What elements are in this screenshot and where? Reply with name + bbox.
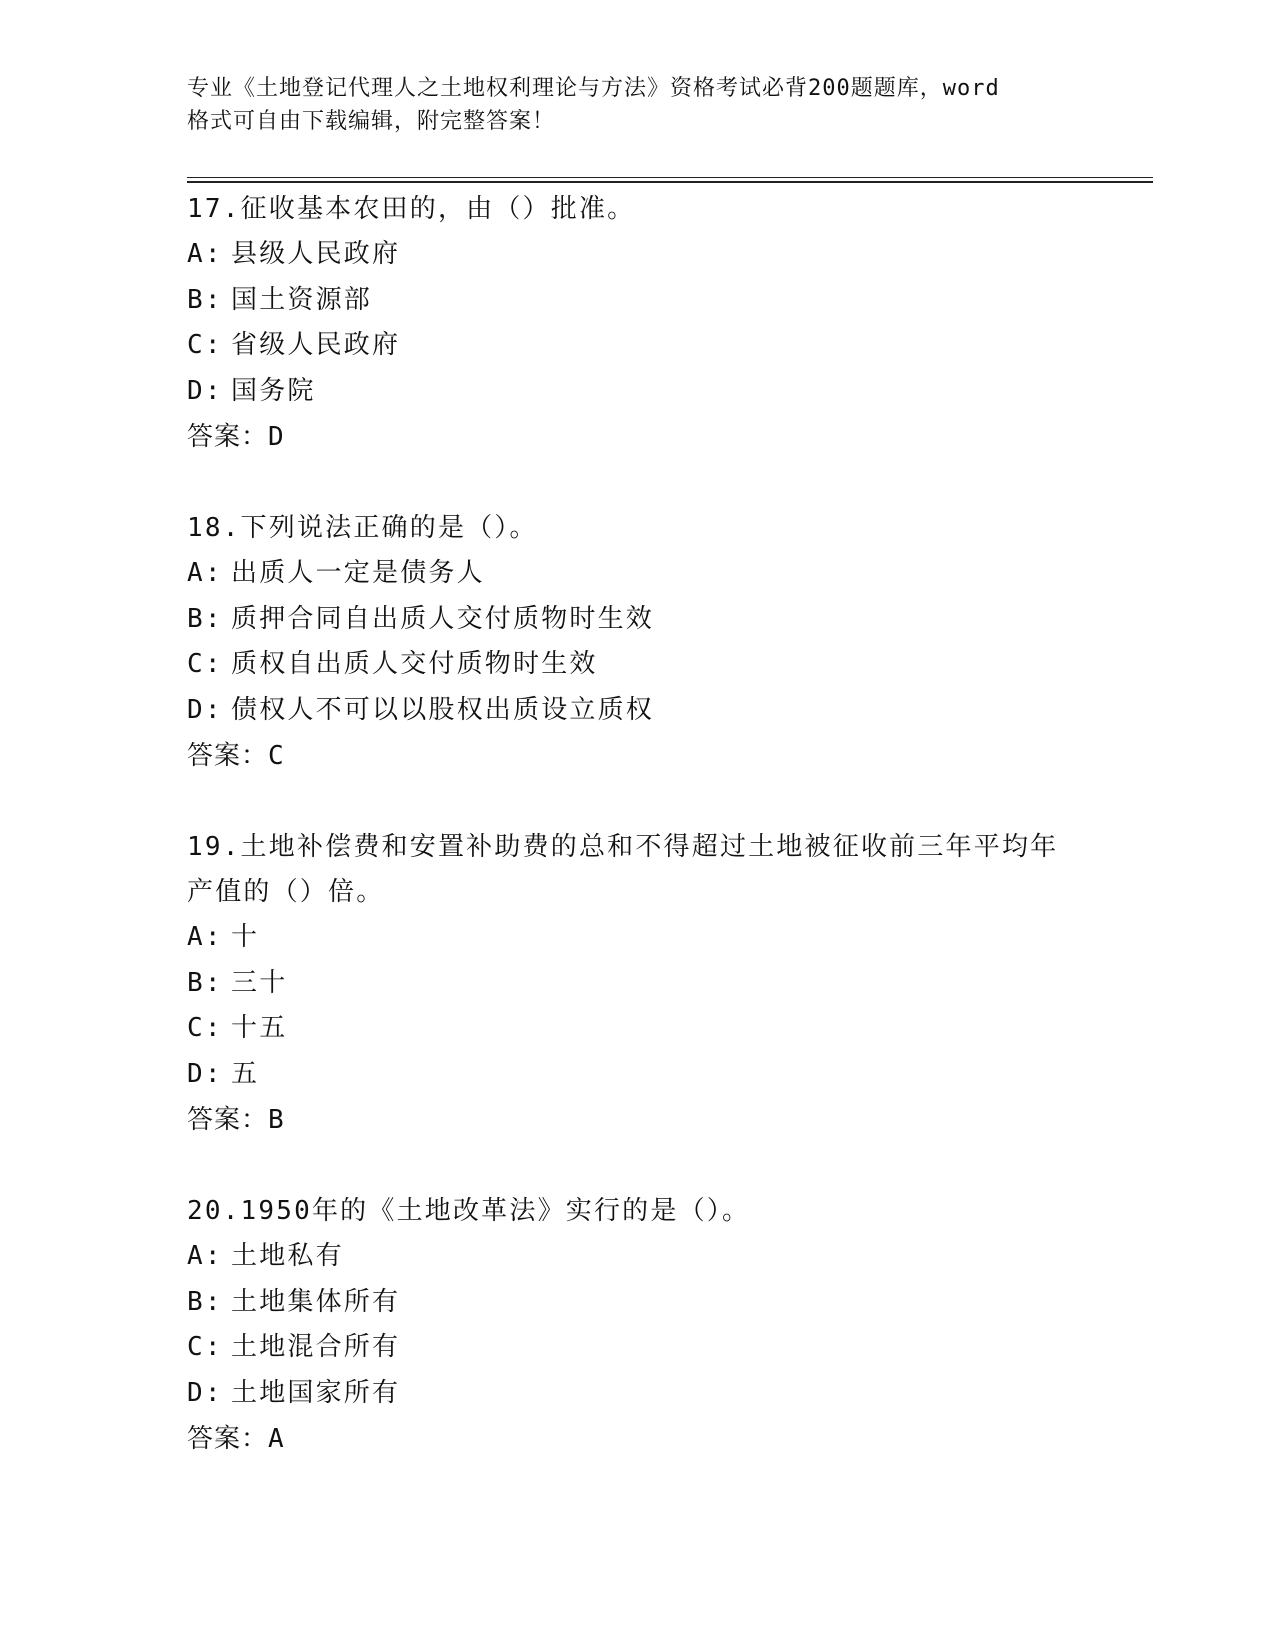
option-text: 三十	[231, 967, 288, 998]
header-line-2: 格式可自由下载编辑，附完整答案！	[187, 109, 556, 134]
option-d	[187, 369, 1087, 415]
option-letter: C:	[187, 1013, 223, 1043]
option-letter: A:	[187, 922, 223, 952]
option-c	[187, 323, 1087, 369]
question-18	[187, 506, 1087, 779]
option-a	[187, 551, 1087, 597]
option-text: 土地混合所有	[231, 1332, 401, 1362]
option-letter: D:	[187, 1377, 223, 1408]
header-divider-thick	[187, 181, 1153, 183]
option-text: 土地集体所有	[231, 1286, 401, 1317]
answer-value: A	[268, 1424, 284, 1454]
answer-label: 答案：	[187, 1424, 269, 1454]
option-b	[187, 278, 1087, 324]
answer-label: 答案：	[187, 1105, 269, 1135]
option-text: 县级人民政府	[231, 239, 401, 269]
question-stem-line: 产值的（）倍。	[187, 877, 385, 907]
option-text: 十五	[231, 1013, 288, 1043]
option-b	[187, 597, 1087, 643]
option-text: 国土资源部	[231, 284, 373, 315]
question-stem-line: 19.土地补偿费和安置补助费的总和不得超过土地被征收前三年平均年	[187, 832, 1059, 862]
header-divider-thin	[187, 177, 1153, 178]
option-text: 债权人不可以以股权出质设立质权	[231, 694, 655, 725]
answer-line	[187, 1097, 1087, 1143]
document-header	[187, 72, 1067, 138]
option-text: 质押合同自出质人交付质物时生效	[231, 603, 655, 634]
option-letter: B:	[187, 603, 223, 634]
option-letter: B:	[187, 967, 223, 998]
option-letter: D:	[187, 1058, 223, 1089]
option-b	[187, 961, 1087, 1007]
option-letter: C:	[187, 649, 223, 679]
answer-label: 答案：	[187, 422, 269, 452]
question-stem	[187, 1189, 1087, 1234]
option-letter: C:	[187, 330, 223, 360]
option-letter: A:	[187, 1241, 223, 1271]
question-19	[187, 825, 1087, 1143]
answer-line	[187, 1416, 1087, 1462]
option-text: 五	[231, 1058, 260, 1089]
option-text: 十	[231, 922, 260, 952]
answer-label: 答案：	[187, 741, 269, 771]
option-letter: B:	[187, 284, 223, 315]
question-stem-line: 20.1950年的《土地改革法》实行的是（）。	[187, 1196, 751, 1226]
option-letter: A:	[187, 239, 223, 269]
option-letter: A:	[187, 558, 223, 588]
option-letter: D:	[187, 694, 223, 725]
option-d	[187, 1371, 1087, 1417]
answer-value: C	[268, 741, 284, 771]
option-b	[187, 1280, 1087, 1326]
option-text: 国务院	[231, 375, 316, 406]
option-c	[187, 1325, 1087, 1371]
header-line-1: 专业《土地登记代理人之土地权利理论与方法》资格考试必背200题题库，word	[187, 76, 1000, 101]
option-text: 土地国家所有	[231, 1377, 401, 1408]
option-text: 土地私有	[231, 1241, 344, 1271]
option-letter: C:	[187, 1332, 223, 1362]
option-a	[187, 232, 1087, 278]
answer-line	[187, 414, 1087, 460]
answer-value: B	[268, 1105, 284, 1135]
option-d	[187, 688, 1087, 734]
question-stem	[187, 825, 1087, 915]
question-20	[187, 1189, 1087, 1462]
question-list	[187, 187, 1087, 1508]
option-text: 省级人民政府	[231, 330, 401, 360]
option-c	[187, 642, 1087, 688]
question-17	[187, 187, 1087, 460]
answer-value: D	[268, 422, 284, 452]
answer-line	[187, 733, 1087, 779]
option-c	[187, 1006, 1087, 1052]
option-letter: B:	[187, 1286, 223, 1317]
option-text: 出质人一定是债务人	[231, 558, 485, 588]
option-text: 质权自出质人交付质物时生效	[231, 649, 598, 679]
option-letter: D:	[187, 375, 223, 406]
question-stem	[187, 187, 1087, 232]
option-a	[187, 915, 1087, 961]
option-d	[187, 1052, 1087, 1098]
question-stem-line: 18.下列说法正确的是（）。	[187, 513, 538, 543]
question-stem	[187, 506, 1087, 551]
option-a	[187, 1234, 1087, 1280]
question-stem-line: 17.征收基本农田的，由（）批准。	[187, 194, 636, 224]
